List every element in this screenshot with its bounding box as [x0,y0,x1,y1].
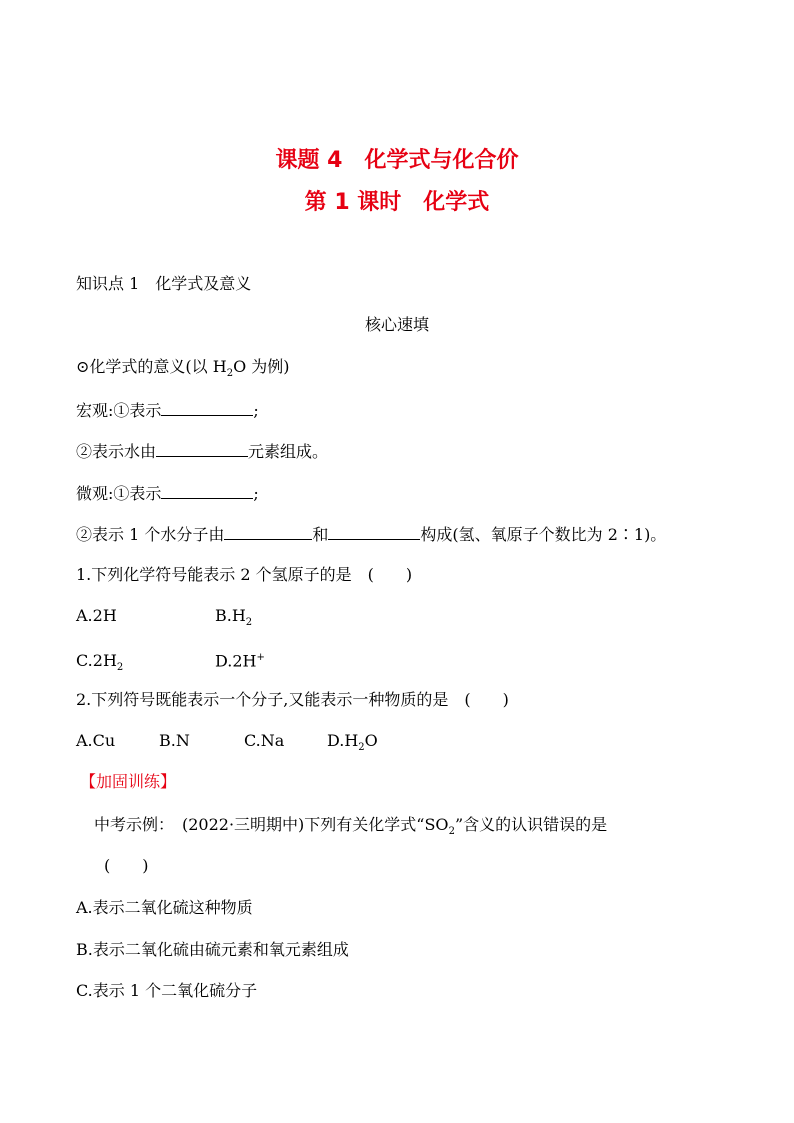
option-b[interactable]: $B.H_2$ [215,606,253,629]
micro-line-1: 微观:①表示 ; [76,484,259,503]
option-b[interactable]: B.N [159,731,190,750]
question-1-options-row-2 [76,648,265,679]
option-d[interactable]: D.2H+ [215,651,265,671]
question-2-options [76,731,378,758]
example-answer-paren: ( ) [104,856,149,875]
option-c[interactable]: C.Na [244,731,285,750]
page-subtitle: 第 1 课时 化学式 [304,190,490,215]
option-a[interactable]: A.Cu [76,731,116,750]
meaning-title: ⊙化学式的意义(以 $H_2O$ 为例) [76,357,290,380]
reinforce-label: 【加固训练】 [80,772,177,791]
question-1-options-row-1 [76,606,252,633]
fill-blank[interactable] [161,399,253,416]
option-c[interactable]: $C.2H_2$ [76,651,124,674]
question-2-stem: 2.下列符号既能表示一个分子,又能表示一种物质的是 ( ) [76,690,509,709]
option-d[interactable]: $D.H_2O$ [327,731,378,754]
option-a[interactable]: A.2H [76,606,117,625]
fill-blank[interactable] [328,523,420,540]
fill-blank[interactable] [224,523,312,540]
section-subheading: 核心速填 [364,315,429,334]
fill-blank[interactable] [161,482,253,499]
example-stem: 中考示例： (2022·三明期中)下列有关化学式“$SO_2$”含义的认识错误的是 [94,815,608,838]
option-a[interactable]: A.表示二氧化硫这种物质 [76,898,253,917]
section-heading: 知识点 1 化学式及意义 [76,274,252,293]
fill-blank[interactable] [156,440,248,457]
option-b[interactable]: B.表示二氧化硫由硫元素和氧元素组成 [76,940,349,959]
question-1-stem: 1.下列化学符号能表示 2 个氢原子的是 ( ) [76,565,413,584]
macro-line-1: 宏观:①表示 ; [76,401,259,420]
option-c[interactable]: C.表示 1 个二氧化硫分子 [76,981,258,1000]
page-title: 课题 4 化学式与化合价 [275,148,519,173]
micro-line-2: ②表示 1 个水分子由 和 构成(氢、氧原子个数比为 2∶1)。 [76,525,667,544]
macro-line-2: ②表示水由 元素组成。 [76,442,329,461]
